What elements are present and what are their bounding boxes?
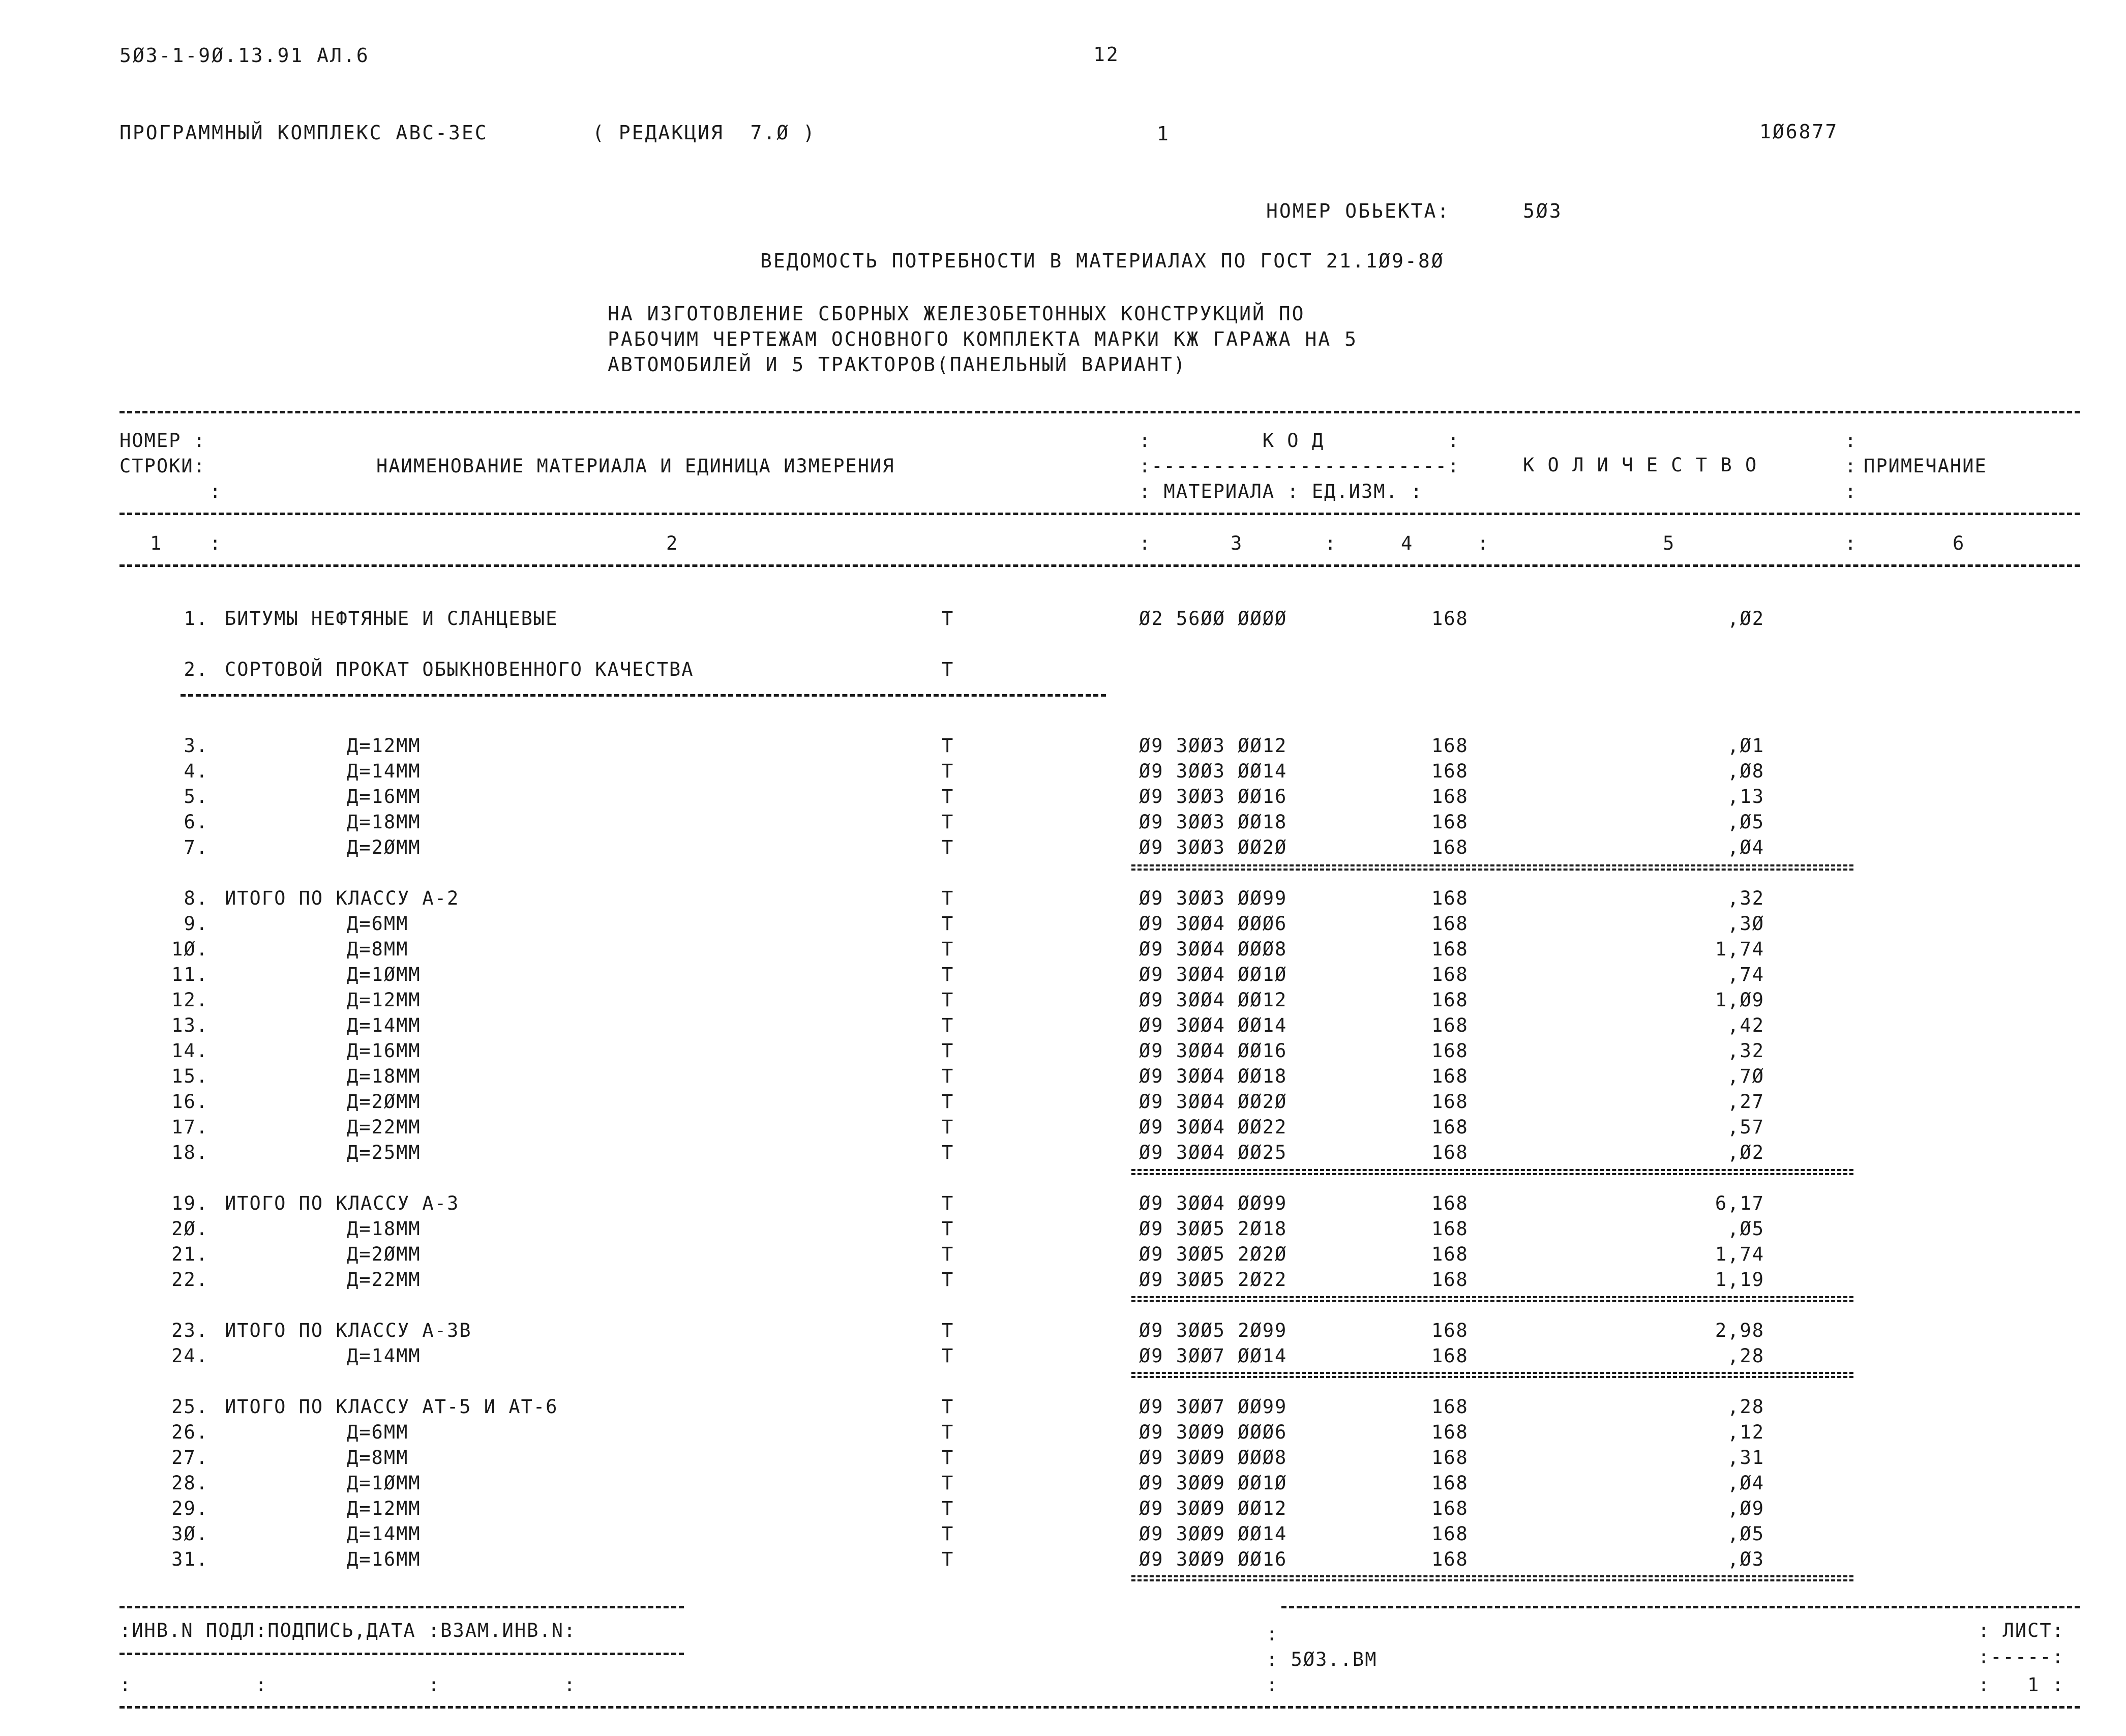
row-number: 13. [171, 1014, 208, 1036]
material-name: Д=1ØММ [347, 1472, 421, 1494]
material-name: Д=14ММ [347, 760, 421, 782]
unit-of-measure: Т [942, 608, 954, 630]
unit-code: 168 [1431, 887, 1469, 909]
row-number: 7. [184, 836, 208, 858]
quantity-value: ,7Ø [1727, 1065, 1764, 1087]
column-separator: : [1139, 532, 1152, 554]
material-name: Д=22ММ [347, 1269, 421, 1291]
column-number: 3 [1231, 532, 1243, 554]
material-name: Д=14ММ [347, 1345, 421, 1367]
unit-of-measure: Т [942, 735, 954, 757]
row-number-header-line-1: НОМЕР : [119, 430, 206, 452]
material-name: Д=2ØММ [347, 836, 421, 858]
row-number-header-line-3: : [209, 481, 222, 502]
row-number: 1Ø. [171, 938, 208, 960]
stamp-fields-rule [119, 1653, 684, 1655]
unit-code: 168 [1431, 1218, 1469, 1240]
row-number: 2Ø. [171, 1218, 208, 1240]
material-name: Д=8ММ [347, 938, 409, 960]
unit-code: 168 [1431, 913, 1469, 935]
unit-of-measure: Т [942, 1548, 954, 1570]
unit-of-measure: Т [942, 1345, 954, 1367]
unit-of-measure: Т [942, 1014, 954, 1036]
row-number-header-line-2: СТРОКИ: [119, 455, 206, 477]
unit-code: 168 [1431, 1065, 1469, 1087]
quantity-value: 1,74 [1715, 938, 1764, 960]
unit-of-measure: Т [942, 1447, 954, 1469]
material-name-header: НАИМЕНОВАНИЕ МАТЕРИАЛА И ЕДИНИЦА ИЗМЕРЕНИЯ [376, 455, 895, 477]
row-number: 9. [184, 913, 208, 935]
row-number: 23. [171, 1320, 208, 1341]
material-name: ИТОГО ПО КЛАССУ А-3 [225, 1192, 460, 1214]
row-number: 5. [184, 786, 208, 807]
subtotal-separator [1131, 1296, 1853, 1302]
material-code: Ø9 3ØØ3 ØØ14 [1139, 760, 1287, 782]
quantity-value: ,27 [1727, 1091, 1764, 1113]
material-name: Д=12ММ [347, 1498, 421, 1519]
material-name: Д=16ММ [347, 1040, 421, 1062]
quantity-header-separator-1: : [1845, 430, 1858, 452]
row-number: 25. [171, 1396, 208, 1418]
unit-of-measure: Т [942, 1142, 954, 1163]
material-code: Ø9 3ØØ4 ØØØ6 [1139, 913, 1287, 935]
code-header-line-3: : МАТЕРИАЛА : ЕД.ИЗМ. : [1139, 481, 1423, 502]
row-number: 6. [184, 811, 208, 833]
sheet-number: 1 [1157, 123, 1170, 145]
code-header-line-2: :------------------------: [1139, 455, 1460, 477]
unit-code: 168 [1431, 1396, 1469, 1418]
row-number: 19. [171, 1192, 208, 1214]
unit-code: 168 [1431, 1116, 1469, 1138]
material-name: ИТОГО ПО КЛАССУ АТ-5 И АТ-6 [225, 1396, 558, 1418]
unit-code: 168 [1431, 989, 1469, 1011]
material-code: Ø9 3ØØ7 ØØ99 [1139, 1396, 1287, 1418]
row-number: 11. [171, 964, 208, 985]
column-number: 4 [1401, 532, 1414, 554]
material-name: Д=12ММ [347, 735, 421, 757]
unit-of-measure: Т [942, 1243, 954, 1265]
unit-of-measure: Т [942, 659, 954, 680]
subtotal-separator [1131, 1575, 1853, 1581]
quantity-value: ,Ø5 [1727, 811, 1764, 833]
column-number: 1 [150, 532, 163, 554]
footer-left-top-rule [119, 1606, 684, 1608]
footer-code-colon-top: : [1266, 1623, 1279, 1645]
material-name: ИТОГО ПО КЛАССУ А-2 [225, 887, 460, 909]
unit-of-measure: Т [942, 1421, 954, 1443]
material-code: Ø9 3ØØ3 ØØ16 [1139, 786, 1287, 807]
quantity-value: ,42 [1727, 1014, 1764, 1036]
document-title: ВЕДОМОСТЬ ПОТРЕБНОСТИ В МАТЕРИАЛАХ ПО ГОСТ 21.1Ø9-8Ø [760, 250, 1445, 272]
stamp-fields-header: :ИНВ.N ПОДЛ:ПОДПИСЬ,ДАТА :ВЗАМ.ИНВ.N: [119, 1620, 577, 1641]
material-name: Д=12ММ [347, 989, 421, 1011]
quantity-value: ,Ø5 [1727, 1218, 1764, 1240]
quantity-value: ,13 [1727, 786, 1764, 807]
unit-of-measure: Т [942, 811, 954, 833]
row-number: 28. [171, 1472, 208, 1494]
unit-code: 168 [1431, 811, 1469, 833]
subtotal-separator [1131, 864, 1853, 871]
quantity-header: К О Л И Ч Е С Т В О [1523, 454, 1758, 476]
page-number: 12 [1093, 43, 1120, 66]
unit-of-measure: Т [942, 760, 954, 782]
quantity-value: ,Ø8 [1727, 760, 1764, 782]
row-number: 4. [184, 760, 208, 782]
footer-code-colon-bottom: : [1266, 1674, 1279, 1696]
material-name: БИТУМЫ НЕФТЯНЫЕ И СЛАНЦЕВЫЕ [225, 608, 558, 630]
column-number: 2 [666, 532, 679, 554]
material-name: Д=14ММ [347, 1014, 421, 1036]
quantity-value: ,74 [1727, 964, 1764, 985]
material-code: Ø9 3ØØ4 ØØ12 [1139, 989, 1287, 1011]
unit-code: 168 [1431, 964, 1469, 985]
code-header-line-1: : К О Д : [1139, 430, 1460, 452]
material-name: Д=18ММ [347, 1065, 421, 1087]
quantity-value: ,Ø2 [1727, 1142, 1764, 1163]
quantity-value: ,Ø2 [1727, 608, 1764, 630]
row-number: 2. [184, 659, 208, 680]
unit-of-measure: Т [942, 1320, 954, 1341]
material-name: Д=25ММ [347, 1142, 421, 1163]
unit-of-measure: Т [942, 1523, 954, 1545]
footer-bottom-rule [119, 1706, 2080, 1709]
quantity-value: 1,74 [1715, 1243, 1764, 1265]
quantity-value: 1,Ø9 [1715, 989, 1764, 1011]
quantity-value: ,Ø3 [1727, 1548, 1764, 1570]
unit-code: 168 [1431, 786, 1469, 807]
unit-of-measure: Т [942, 887, 954, 909]
unit-code: 168 [1431, 1142, 1469, 1163]
row-number: 8. [184, 887, 208, 909]
row-number: 24. [171, 1345, 208, 1367]
document-code: 1Ø6877 [1759, 121, 1839, 143]
unit-code: 168 [1431, 1498, 1469, 1519]
column-number: 5 [1663, 532, 1675, 554]
row-number: 12. [171, 989, 208, 1011]
row-number: 29. [171, 1498, 208, 1519]
material-code: Ø9 3ØØ3 ØØ2Ø [1139, 836, 1287, 858]
program-name: ПРОГРАММНЫЙ КОМПЛЕКС АВС-3ЕС [119, 122, 488, 144]
unit-code: 168 [1431, 1040, 1469, 1062]
object-number-label: НОМЕР ОБЬЕКТА: [1266, 200, 1451, 222]
row-number: 26. [171, 1421, 208, 1443]
material-code: Ø9 3ØØ5 2Ø18 [1139, 1218, 1287, 1240]
quantity-value: 1,19 [1715, 1269, 1764, 1291]
document-subtitle-line-3: АВТОМОБИЛЕЙ И 5 ТРАКТОРОВ(ПАНЕЛЬНЫЙ ВАРИАНТ) [608, 353, 1187, 376]
section-underline [181, 694, 1106, 697]
table-header-rule [119, 513, 2080, 515]
unit-code: 168 [1431, 1192, 1469, 1214]
row-number: 18. [171, 1142, 208, 1163]
material-name: Д=2ØММ [347, 1243, 421, 1265]
table-columns-rule [119, 564, 2080, 567]
material-code: Ø9 3ØØ5 2Ø99 [1139, 1320, 1287, 1341]
program-edition: ( РЕДАКЦИЯ 7.Ø ) [592, 122, 816, 144]
material-name: Д=18ММ [347, 811, 421, 833]
material-code: Ø9 3ØØ4 ØØ25 [1139, 1142, 1287, 1163]
unit-of-measure: Т [942, 786, 954, 807]
unit-of-measure: Т [942, 1472, 954, 1494]
unit-code: 168 [1431, 1548, 1469, 1570]
quantity-value: ,31 [1727, 1447, 1764, 1469]
sheet-separator: :-----: [1978, 1646, 2064, 1668]
material-code: Ø9 3ØØ3 ØØ12 [1139, 735, 1287, 757]
unit-code: 168 [1431, 735, 1469, 757]
material-code: Ø9 3ØØ4 ØØ2Ø [1139, 1091, 1287, 1113]
material-code: Ø9 3ØØ4 ØØ1Ø [1139, 964, 1287, 985]
document-subtitle-line-2: РАБОЧИМ ЧЕРТЕЖАМ ОСНОВНОГО КОМПЛЕКТА МАРКИ КЖ ГАРАЖА НА 5 [608, 328, 1358, 350]
unit-of-measure: Т [942, 1192, 954, 1214]
material-code: Ø9 3ØØ3 ØØ99 [1139, 887, 1287, 909]
row-number: 27. [171, 1447, 208, 1469]
footer-right-top-rule [1281, 1606, 2080, 1608]
sheet-value: : 1 : [1978, 1674, 2064, 1696]
unit-of-measure: Т [942, 1218, 954, 1240]
material-name: Д=6ММ [347, 1421, 409, 1443]
row-number: 14. [171, 1040, 208, 1062]
footer-document-code: : 5Ø3..ВМ [1266, 1649, 1378, 1670]
material-code: Ø9 3ØØ9 ØØ1Ø [1139, 1472, 1287, 1494]
sheet-label: : ЛИСТ: [1978, 1620, 2064, 1641]
column-separator: : [1477, 532, 1490, 554]
quantity-header-separator-2: : [1845, 455, 1858, 477]
quantity-value: 6,17 [1715, 1192, 1764, 1214]
material-name: Д=14ММ [347, 1523, 421, 1545]
quantity-value: ,Ø9 [1727, 1498, 1764, 1519]
quantity-header-separator-3: : [1845, 481, 1858, 502]
row-number: 3Ø. [171, 1523, 208, 1545]
material-name: ИТОГО ПО КЛАССУ А-3В [225, 1320, 472, 1341]
document-subtitle-line-1: НА ИЗГОТОВЛЕНИЕ СБОРНЫХ ЖЕЛЕЗОБЕТОННЫХ КОНСТРУКЦИЙ ПО [608, 303, 1305, 325]
unit-of-measure: Т [942, 938, 954, 960]
material-name: Д=16ММ [347, 786, 421, 807]
quantity-value: ,32 [1727, 887, 1764, 909]
object-number-value: 5Ø3 [1523, 200, 1563, 222]
quantity-value: ,32 [1727, 1040, 1764, 1062]
quantity-value: ,Ø4 [1727, 1472, 1764, 1494]
material-code: Ø9 3ØØ9 ØØ16 [1139, 1548, 1287, 1570]
quantity-value: ,Ø4 [1727, 836, 1764, 858]
material-code: Ø9 3ØØ5 2Ø22 [1139, 1269, 1287, 1291]
material-name: Д=8ММ [347, 1447, 409, 1469]
material-code: Ø9 3ØØ9 ØØ14 [1139, 1523, 1287, 1545]
table-top-rule [119, 411, 2080, 413]
quantity-value: ,Ø1 [1727, 735, 1764, 757]
unit-code: 168 [1431, 836, 1469, 858]
material-name: Д=22ММ [347, 1116, 421, 1138]
material-code: Ø9 3ØØ3 ØØ18 [1139, 811, 1287, 833]
material-code: Ø9 3ØØ4 ØØ99 [1139, 1192, 1287, 1214]
row-number: 21. [171, 1243, 208, 1265]
row-number: 3. [184, 735, 208, 757]
unit-of-measure: Т [942, 1269, 954, 1291]
row-number: 31. [171, 1548, 208, 1570]
column-separator: : [209, 532, 222, 554]
material-code: Ø9 3ØØ9 ØØØ6 [1139, 1421, 1287, 1443]
unit-code: 168 [1431, 1421, 1469, 1443]
row-number: 16. [171, 1091, 208, 1113]
unit-code: 168 [1431, 1091, 1469, 1113]
material-code: Ø9 3ØØ7 ØØ14 [1139, 1345, 1287, 1367]
material-code: Ø9 3ØØ4 ØØ18 [1139, 1065, 1287, 1087]
unit-code: 168 [1431, 1345, 1469, 1367]
unit-of-measure: Т [942, 989, 954, 1011]
unit-of-measure: Т [942, 913, 954, 935]
unit-of-measure: Т [942, 1065, 954, 1087]
stamp-fields-cells: : : : : [119, 1674, 577, 1696]
quantity-value: ,28 [1727, 1345, 1764, 1367]
note-header: ПРИМЕЧАНИЕ [1864, 455, 1987, 477]
column-number: 6 [1953, 532, 1965, 554]
material-name: Д=6ММ [347, 913, 409, 935]
material-name: Д=1ØММ [347, 964, 421, 985]
material-name: СОРТОВОЙ ПРОКАТ ОБЫКНОВЕННОГО КАЧЕСТВА [225, 659, 694, 680]
subtotal-separator [1131, 1169, 1853, 1175]
material-code: Ø9 3ØØ4 ØØ14 [1139, 1014, 1287, 1036]
row-number: 22. [171, 1269, 208, 1291]
quantity-value: ,3Ø [1727, 913, 1764, 935]
unit-code: 168 [1431, 1269, 1469, 1291]
unit-code: 168 [1431, 760, 1469, 782]
unit-of-measure: Т [942, 1498, 954, 1519]
unit-of-measure: Т [942, 1396, 954, 1418]
quantity-value: ,Ø5 [1727, 1523, 1764, 1545]
quantity-value: ,57 [1727, 1116, 1764, 1138]
material-code: Ø9 3ØØ5 2Ø2Ø [1139, 1243, 1287, 1265]
unit-code: 168 [1431, 608, 1469, 630]
unit-of-measure: Т [942, 964, 954, 985]
unit-of-measure: Т [942, 1091, 954, 1113]
unit-code: 168 [1431, 1320, 1469, 1341]
row-number: 15. [171, 1065, 208, 1087]
unit-of-measure: Т [942, 1040, 954, 1062]
column-separator: : [1325, 532, 1337, 554]
material-name: Д=16ММ [347, 1548, 421, 1570]
material-code: Ø9 3ØØ9 ØØ12 [1139, 1498, 1287, 1519]
material-code: Ø9 3ØØ4 ØØ22 [1139, 1116, 1287, 1138]
unit-of-measure: Т [942, 1116, 954, 1138]
subtotal-separator [1131, 1372, 1853, 1378]
quantity-value: ,12 [1727, 1421, 1764, 1443]
material-name: Д=18ММ [347, 1218, 421, 1240]
unit-code: 168 [1431, 1243, 1469, 1265]
row-number: 17. [171, 1116, 208, 1138]
material-name: Д=2ØММ [347, 1091, 421, 1113]
unit-code: 168 [1431, 1472, 1469, 1494]
unit-of-measure: Т [942, 836, 954, 858]
quantity-value: ,28 [1727, 1396, 1764, 1418]
row-number: 1. [184, 608, 208, 630]
unit-code: 168 [1431, 1523, 1469, 1545]
quantity-value: 2,98 [1715, 1320, 1764, 1341]
unit-code: 168 [1431, 1447, 1469, 1469]
material-code: Ø9 3ØØ9 ØØØ8 [1139, 1447, 1287, 1469]
column-separator: : [1845, 532, 1858, 554]
document-reference: 5Ø3-1-9Ø.13.91 АЛ.6 [119, 44, 370, 67]
material-code: Ø9 3ØØ4 ØØØ8 [1139, 938, 1287, 960]
material-code: Ø9 3ØØ4 ØØ16 [1139, 1040, 1287, 1062]
material-code: Ø2 56ØØ ØØØØ [1139, 608, 1287, 630]
unit-code: 168 [1431, 938, 1469, 960]
unit-code: 168 [1431, 1014, 1469, 1036]
